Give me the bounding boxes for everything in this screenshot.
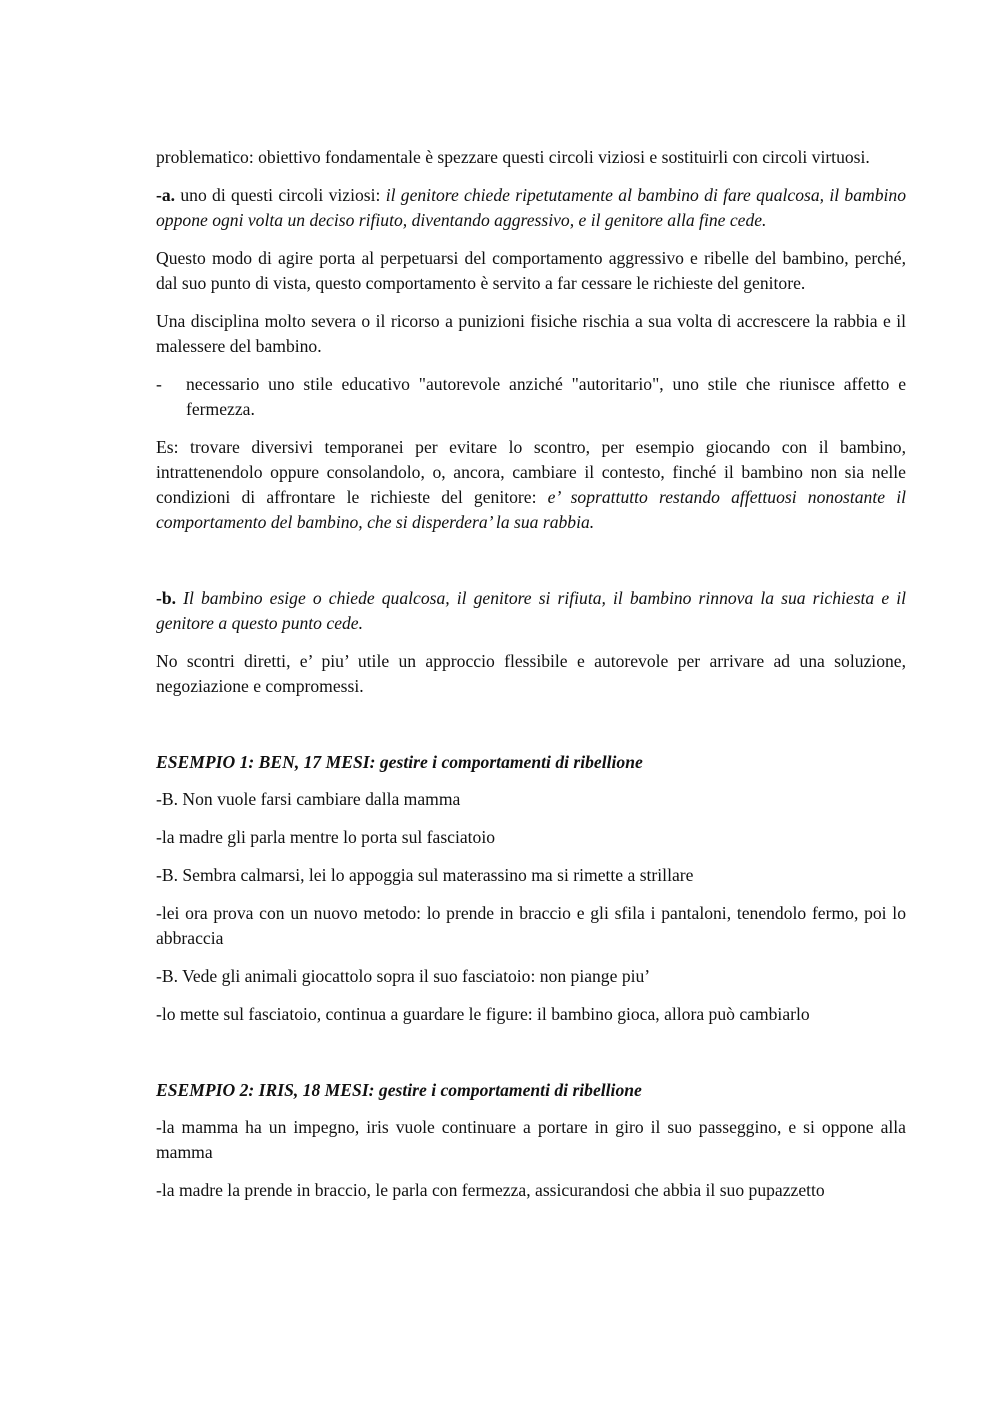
bullet-text: necessario uno stile educativo "autorevole anziché "autoritario", uno stile che riunisce affetto e fermezza. — [186, 374, 906, 419]
section-b-label: -b. — [156, 588, 177, 608]
section-a-lead: uno di questi circoli viziosi: — [175, 185, 386, 205]
example1-line: -B. Non vuole farsi cambiare dalla mamma — [156, 789, 461, 809]
section-a-italic: il genitore chiede ripetutamente al bambino di fare qualcosa, il bambino oppone ogni volta un deciso rifiuto, diventando aggressivo, e il genitore alla fine cede. — [156, 185, 906, 230]
example1-line: -B. Vede gli animali giocattolo sopra il suo fasciatoio: non piange piu’ — [156, 966, 651, 986]
scontri-paragraph: No scontri diretti, e’ piu’ utile un approccio flessibile e autorevole per arrivare ad una soluzione, negoziazione e compromessi. — [156, 651, 906, 696]
example1-heading: ESEMPIO 1: BEN, 17 MESI: gestire i comportamenti di ribellione — [156, 752, 643, 772]
example2-line: -la madre la prende in braccio, le parla con fermezza, assicurandosi che abbia il suo pupazzetto — [156, 1180, 825, 1200]
es-normal: Es: trovare diversivi temporanei per evitare lo scontro, per esempio giocando con il bambino, intrattenendolo oppure consolandolo, o, ancora, cambiare il contesto, finché il bambino non sia nelle condizioni di affrontare le richieste del genitore: — [156, 437, 906, 507]
section-b-italic: Il bambino esige o chiede qualcosa, il genitore si rifiuta, il bambino rinnova la sua richiesta e il genitore a questo punto cede. — [156, 588, 906, 633]
example1-line: -lei ora prova con un nuovo metodo: lo prende in braccio e gli sfila i pantaloni, tenendolo fermo, poi lo abbraccia — [156, 903, 906, 948]
document-page — [156, 145, 906, 1216]
disciplina-paragraph: Una disciplina molto severa o il ricorso a punizioni fisiche rischia a sua volta di accrescere la rabbia e il malessere del bambino. — [156, 311, 906, 356]
bullet-mark: - — [156, 374, 162, 394]
section-a-paragraph — [156, 183, 906, 233]
es-paragraph — [156, 435, 906, 535]
intro-paragraph: problematico: obiettivo fondamentale è spezzare questi circoli viziosi e sostituirli con circoli virtuosi. — [156, 147, 870, 167]
example2-line: -la mamma ha un impegno, iris vuole continuare a portare in giro il suo passeggino, e si oppone alla mamma — [156, 1117, 906, 1162]
example1-line: -la madre gli parla mentre lo porta sul fasciatoio — [156, 827, 496, 847]
example1-line: -lo mette sul fasciatoio, continua a guardare le figure: il bambino gioca, allora può cambiarlo — [156, 1004, 810, 1024]
es-italic: e’ soprattutto restando affettuosi nonostante il comportamento del bambino, che si disperdera’ la sua rabbia. — [156, 487, 906, 532]
example2-heading: ESEMPIO 2: IRIS, 18 MESI: gestire i comportamenti di ribellione — [156, 1080, 642, 1100]
bullet-item — [156, 372, 906, 422]
section-a-label: -a. — [156, 185, 176, 205]
example1-line: -B. Sembra calmarsi, lei lo appoggia sul materassino ma si rimette a strillare — [156, 865, 694, 885]
section-b-paragraph — [156, 586, 906, 636]
perpetuarsi-paragraph: Questo modo di agire porta al perpetuarsi del comportamento aggressivo e ribelle del bambino, perché, dal suo punto di vista, questo comportamento è servito a far cessare le richieste del genitore. — [156, 248, 906, 293]
